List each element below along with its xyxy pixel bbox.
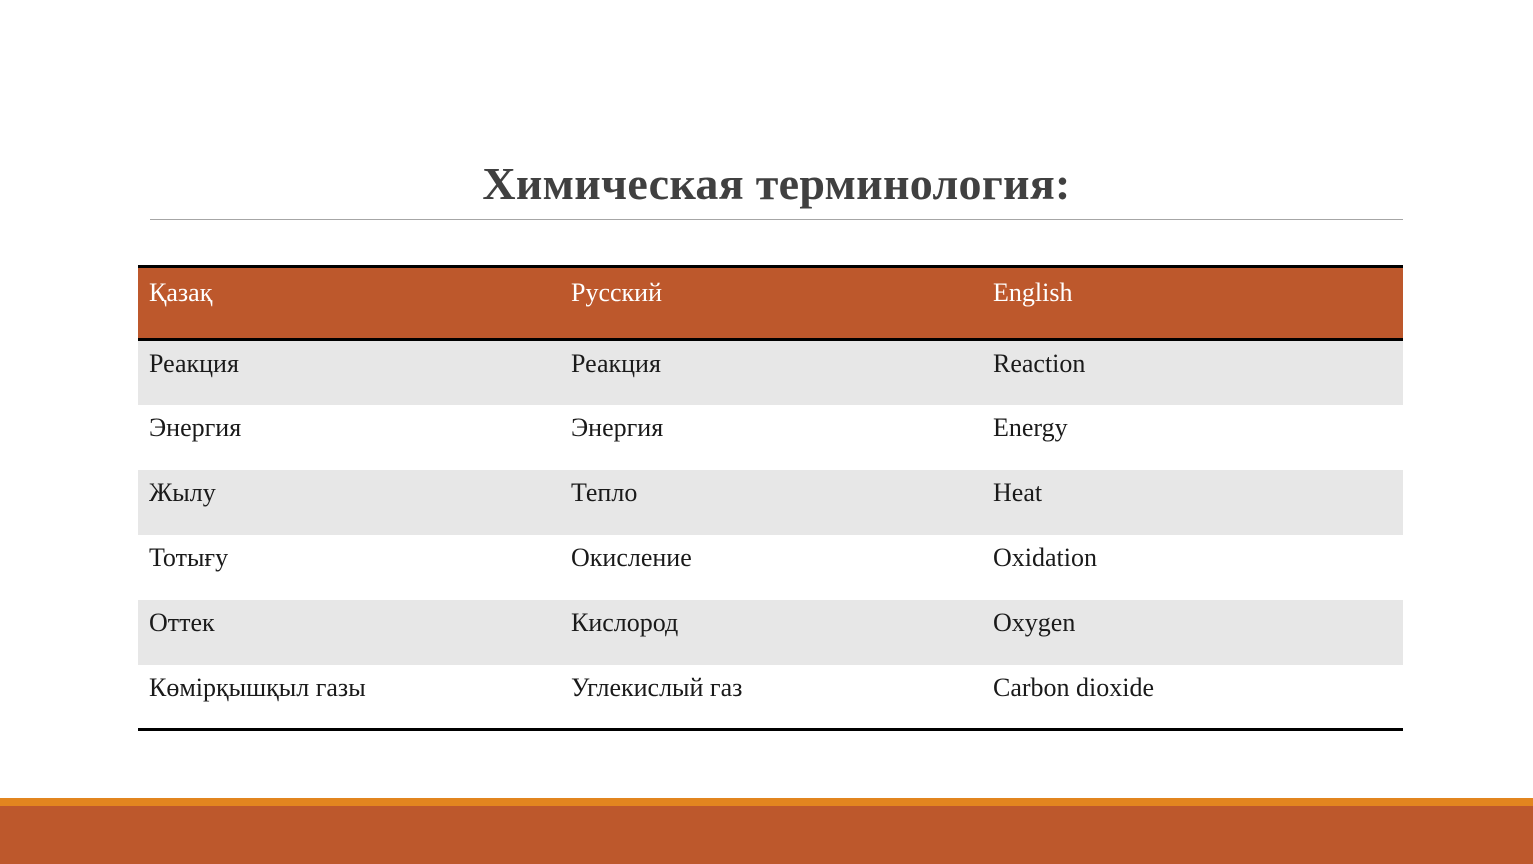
title-divider [150,219,1403,220]
header-kazakh: Қазақ [138,267,560,340]
table-row [138,665,1403,730]
cell-kazakh: Оттек [149,607,215,637]
cell-russian: Тепло [571,477,638,507]
table-header-row [138,267,1403,340]
cell-kazakh: Көмірқышқыл газы [138,665,560,730]
cell-russian: Энергия [571,412,664,442]
cell-russian: Углекислый газ [560,665,982,730]
slide-title: Химическая терминология: [482,158,1071,209]
cell-english: Heat [993,477,1043,507]
cell-kazakh: Тотығу [149,542,229,572]
cell-russian: Окисление [571,542,692,572]
footer-accent-stripe [0,798,1533,806]
cell-russian: Реакция [571,349,661,378]
cell-kazakh: Реакция [149,349,239,378]
table-row [138,340,1403,405]
cell-english: Reaction [993,349,1086,378]
cell-kazakh: Жылу [149,477,216,507]
table-row [138,470,1403,535]
cell-kazakh: Энергия [149,412,242,442]
cell-english: Energy [993,412,1068,442]
header-english: English [982,267,1403,340]
cell-english: Oxygen [993,607,1076,637]
cell-english: Carbon dioxide [982,665,1403,730]
table-row [138,405,1403,470]
cell-russian: Кислород [571,607,679,637]
terminology-table [138,265,1403,731]
table-row [138,600,1403,665]
footer-band [0,806,1533,864]
cell-english: Oxidation [993,542,1097,572]
table-row [138,535,1403,600]
header-russian: Русский [560,267,982,340]
